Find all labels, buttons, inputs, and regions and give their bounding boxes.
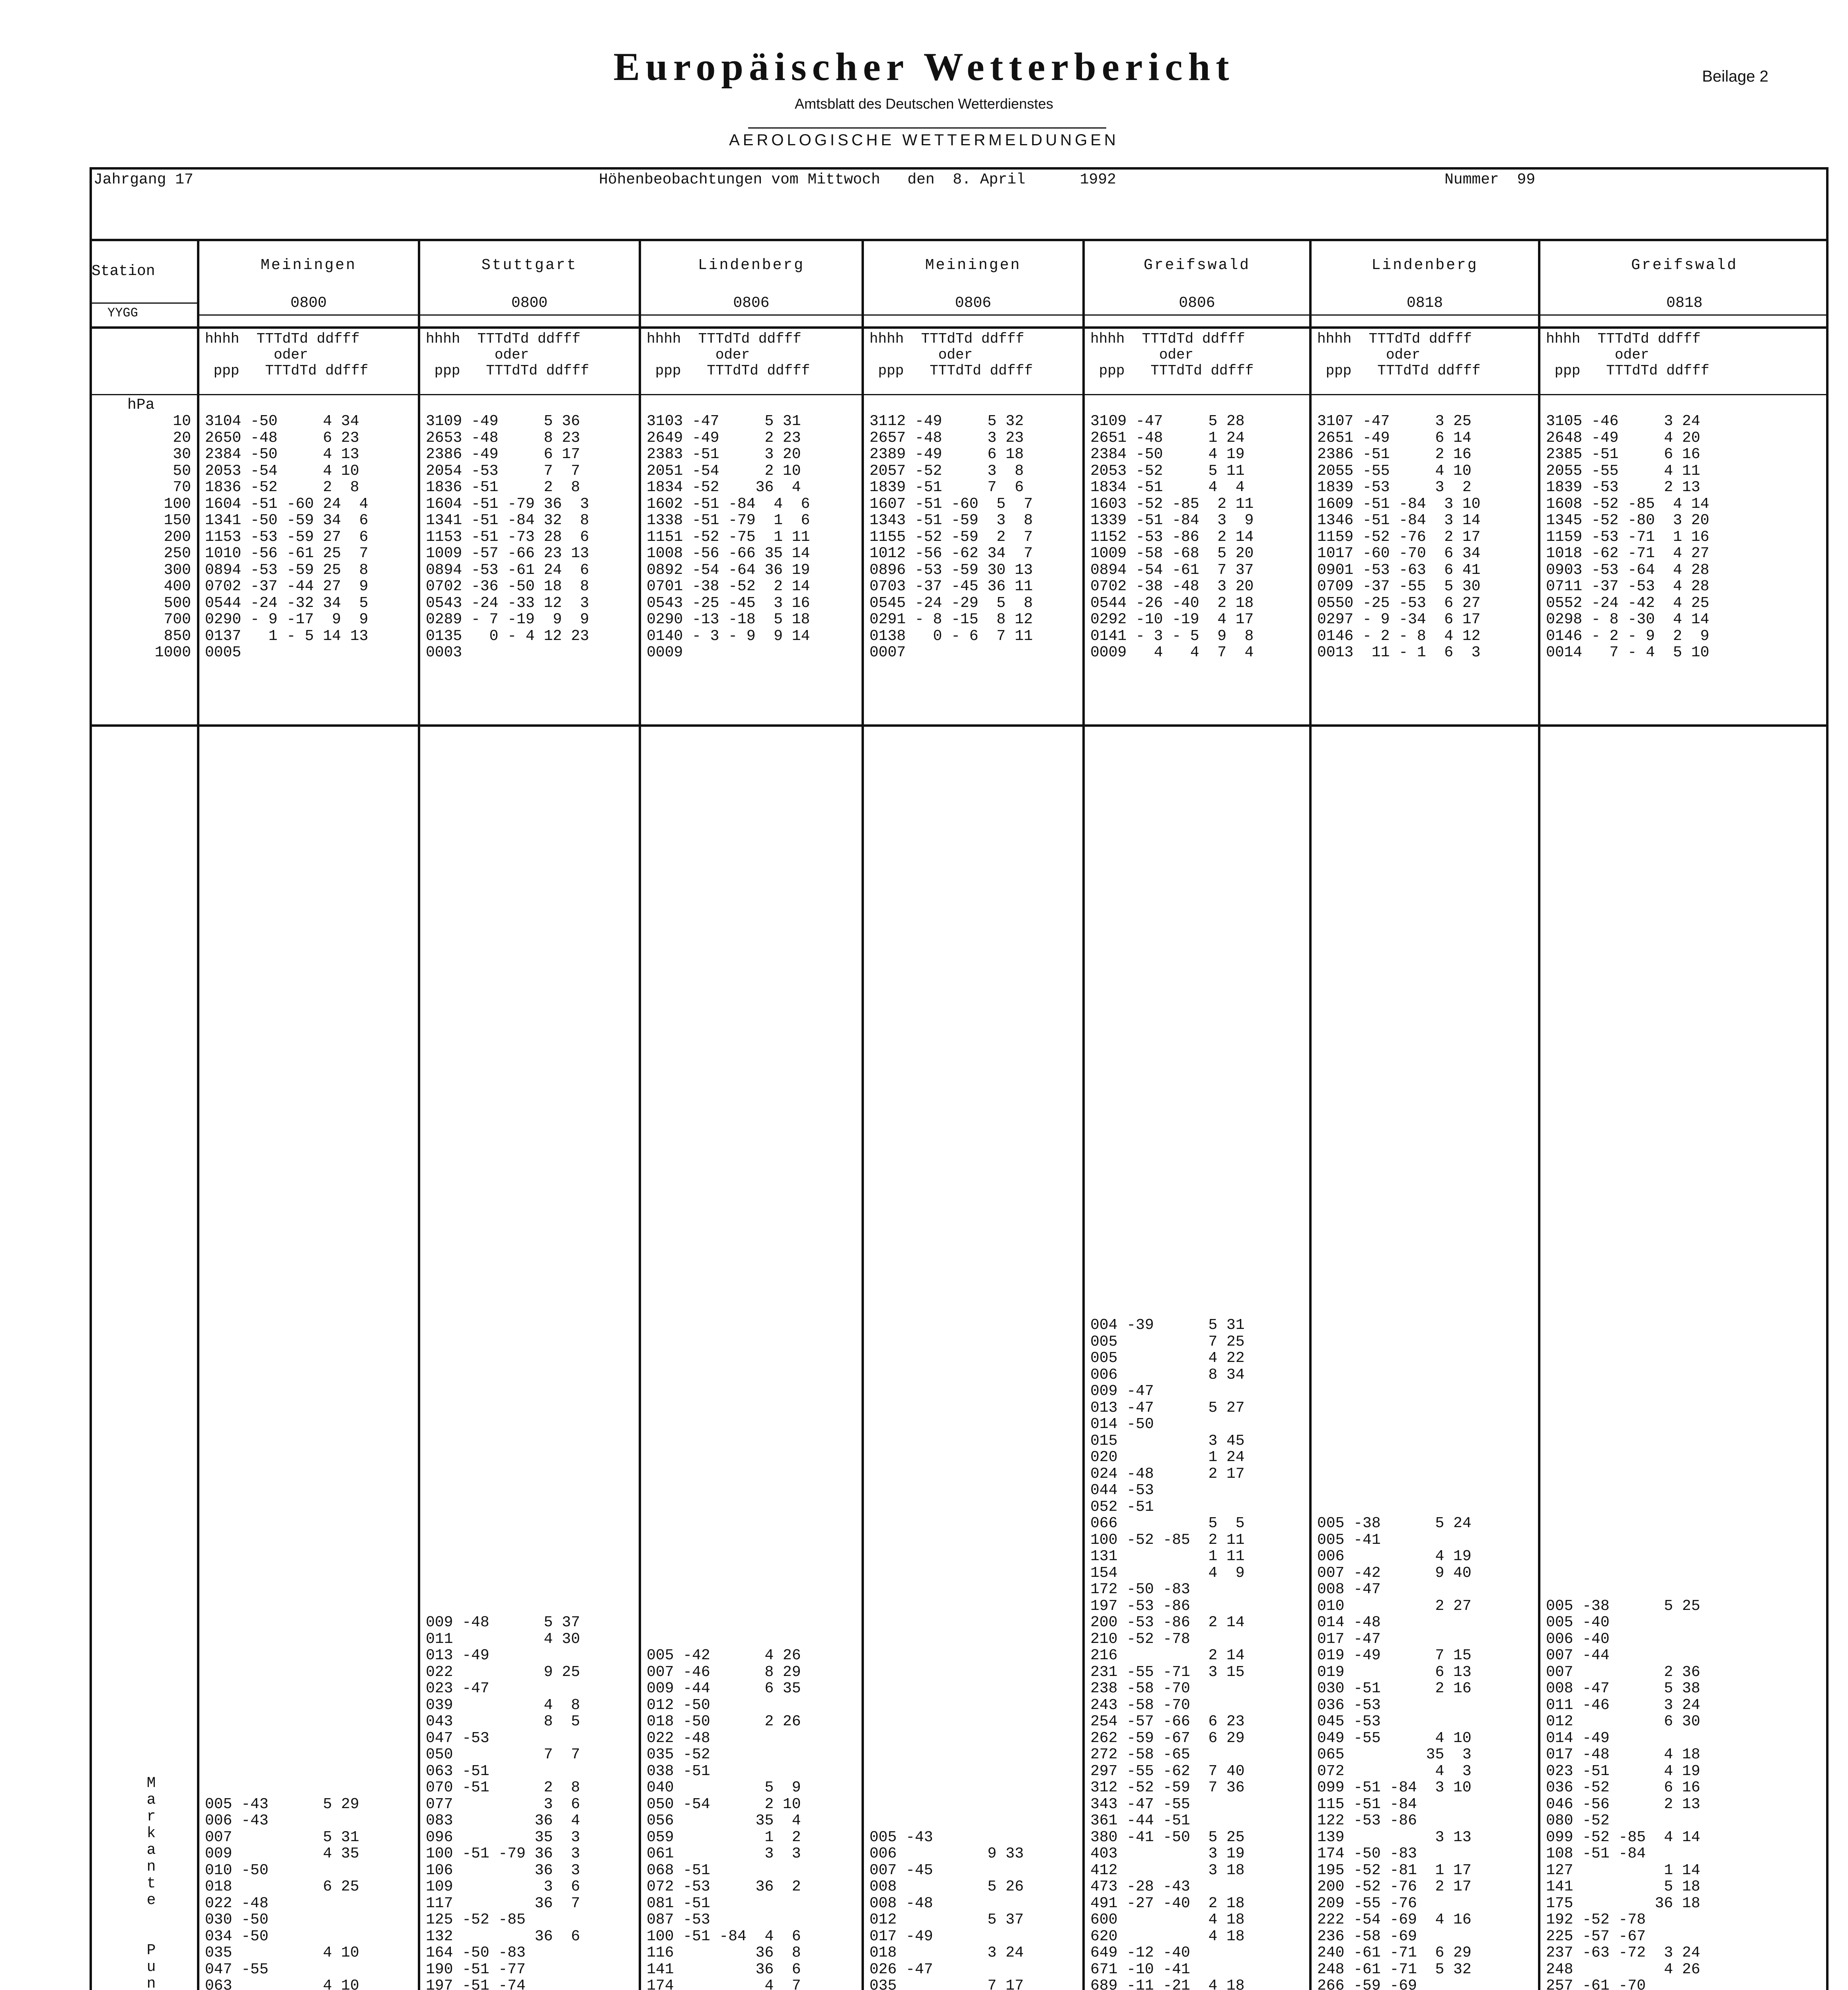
rule-station-time <box>199 314 418 316</box>
section-title: AEROLOGISCHE WETTERMELDUNGEN <box>729 131 1119 149</box>
standard-levels: 3105 -46 3 24 2648 -49 4 20 2385 -51 6 16 2055 -55 4 11 1839 -53 2 13 1608 -52 -85 4 14 1345 -52 -80 3 20 1159 -53 -71 1 16 1018 -62 -71 4 27 0903 -53 -64 4 28 0711 -37 -53 4 28 0552 -24 -42 4 25 0298 - 8 -30 4 14 0146 - 2 - 9 2 9 0014 7 - 4 5 10 <box>1546 413 1710 661</box>
rule-under-column-header <box>1312 394 1538 395</box>
standard-levels: 3107 -47 3 25 2651 -49 6 14 2386 -51 2 16 2055 -55 4 10 1839 -53 3 2 1609 -51 -84 3 10 1346 -51 -84 3 14 1159 -52 -76 2 17 1017 -60 -70 6 34 0901 -53 -63 6 41 0709 -37 -55 5 30 0550 -25 -53 6 27 0297 - 9 -34 6 17 0146 - 2 - 8 4 12 0013 11 - 1 6 3 <box>1317 413 1481 661</box>
markante-punkte-data: 005 -38 5 24 005 -41 006 4 19 007 -42 9 40 008 -47 010 2 27 014 -48 017 -47 019 -49 7 15 019 6 13 030 -51 2 16 036 -53 045 -53 049 -55 4 10 065 35 3 072 4 3 099 -51 -84 3 10 115 -51 -84 122 -53 -86 139 3 13 174 -50 -83 195 -52 -81 1 17 200 -52 -76 2 17 209 -55 -76 222 -54 -69 4 16 236 -58 -69 240 -61 -71 6 29 248 -61 -71 5 32 266 -59 -69 <box>1317 1515 1472 1990</box>
station-time: 0806 <box>1179 295 1215 312</box>
rule-under-column-header <box>420 394 639 395</box>
rule-station-time <box>1085 314 1309 316</box>
column-header: hhhh TTTdTd ddfff oder ppp TTTdTd ddfff <box>1090 331 1254 379</box>
standard-levels: 3109 -49 5 36 2653 -48 8 23 2386 -49 6 17 2054 -53 7 7 1836 -51 2 8 1604 -51 -79 36 3 1341 -51 -84 32 8 1153 -51 -73 28 6 1009 -57 -66 23 13 0894 -53 -61 24 6 0702 -36 -50 18 8 0543 -24 -33 12 3 0289 - 7 -19 9 9 0135 0 - 4 12 23 0003 <box>426 413 589 661</box>
rule-under-header <box>90 326 1829 329</box>
rule-station-time <box>1312 314 1538 316</box>
observation-date: Höhenbeobachtungen vom Mittwoch den 8. April 1992 <box>599 171 1116 188</box>
rule-hpa-label <box>90 394 197 395</box>
rule-top <box>90 239 1829 241</box>
station-time: 0818 <box>1406 295 1443 312</box>
station-name: Stuttgart <box>481 257 578 274</box>
col-sep-1 <box>418 239 420 1990</box>
column-header: hhhh TTTdTd ddfff oder ppp TTTdTd ddfff <box>1546 331 1710 379</box>
jahrgang: Jahrgang 17 <box>94 171 193 188</box>
rule-station-time <box>420 314 639 316</box>
station-time: 0800 <box>290 295 327 312</box>
markante-punkte-data: 005 -43 5 29 006 -43 007 5 31 009 4 35 010 -50 018 6 25 022 -48 030 -50 034 -50 035 4 10 047 -55 063 4 10 <box>205 1795 359 1990</box>
station-time: 0806 <box>733 295 770 312</box>
col-sep-0 <box>197 239 199 1990</box>
label-hpa: hPa <box>127 396 155 414</box>
column-header: hhhh TTTdTd ddfff oder ppp TTTdTd ddfff <box>1317 331 1481 379</box>
standard-levels: 3109 -47 5 28 2651 -48 1 24 2384 -50 4 19 2053 -52 5 11 1834 -51 4 4 1603 -52 -85 2 11 1339 -51 -84 3 9 1152 -53 -86 2 14 1009 -58 -68 5 20 0894 -54 -61 7 37 0702 -38 -48 3 20 0544 -26 -40 2 18 0292 -10 -19 4 17 0141 - 3 - 5 9 8 0009 4 4 7 4 <box>1090 413 1254 661</box>
standard-levels: 3112 -49 5 32 2657 -48 3 23 2389 -49 6 18 2057 -52 3 8 1839 -51 7 6 1607 -51 -60 5 7 1343 -51 -59 3 8 1155 -52 -59 2 7 1012 -56 -62 34 7 0896 -53 -59 30 13 0703 -37 -45 36 11 0545 -24 -29 5 8 0291 - 8 -15 8 12 0138 0 - 6 7 11 0007 <box>869 413 1033 661</box>
column-header: hhhh TTTdTd ddfff oder ppp TTTdTd ddfff <box>869 331 1033 379</box>
markante-punkte-data: 004 -39 5 31 005 7 25 005 4 22 006 8 34 009 -47 013 -47 5 27 014 -50 015 3 45 020 1 24 024 -48 2 17 044 -53 052 -51 066 5 5 100 -52 -85 2 11 131 1 11 154 4 9 172 -50 -83 197 -53 -86 200 -53 -86 2 14 210 -52 -78 216 2 14 231 -55 -71 3 15 238 -58 -70 243 -58 -70 254 -57 -66 6 23 262 -59 -67 6 29 272 -58 -65 297 -55 -62 7 40 312 -52 -59 7 36 343 -47 -55 361 -44 -51 380 -41 -50 5 25 403 3 19 412 3 18 473 -28 -43 491 -27 -40 2 18 600 4 18 620 4 18 649 -12 -40 671 -10 -41 689 -11 -21 4 18 <box>1090 1317 1245 1990</box>
report-title: Europäischer Wetterbericht <box>613 45 1235 89</box>
rule-under-standard <box>90 724 1829 727</box>
label-station: Station <box>92 263 155 280</box>
station-name: Lindenberg <box>698 257 805 274</box>
station-time: 0818 <box>1666 295 1703 312</box>
rule-under-column-header <box>199 394 418 395</box>
markante-punkte-data: 005 -38 5 25 005 -40 006 -40 007 -44 007 2 36 008 -47 5 38 011 -46 3 24 012 6 30 014 -49 017 -48 4 18 023 -51 4 19 036 -52 6 16 046 -56 2 13 080 -52 099 -52 -85 4 14 108 -51 -84 127 1 14 141 5 18 175 36 18 192 -52 -78 225 -57 -67 237 -63 -72 3 24 248 4 26 257 -61 -70 <box>1546 1597 1700 1990</box>
station-name: Greifswald <box>1143 257 1251 274</box>
column-header: hhhh TTTdTd ddfff oder ppp TTTdTd ddfff <box>647 331 810 379</box>
rule-under-column-header <box>1540 394 1829 395</box>
station-time: 0800 <box>511 295 548 312</box>
col-sep-4 <box>1082 239 1085 1990</box>
markante-punkte-data: 005 -43 006 9 33 007 -45 008 5 26 008 -48 012 5 37 017 -49 018 3 24 026 -47 035 7 17 <box>869 1828 1024 1990</box>
station-name: Meiningen <box>925 257 1021 274</box>
standard-levels: 3103 -47 5 31 2649 -49 2 23 2383 -51 3 20 2051 -54 2 10 1834 -52 36 4 1602 -51 -84 4 6 1338 -51 -79 1 6 1151 -52 -75 1 11 1008 -56 -66 35 14 0892 -54 -64 36 19 0701 -38 -52 2 14 0543 -25 -45 3 16 0290 -13 -18 5 18 0140 - 3 - 9 9 14 0009 <box>647 413 810 661</box>
report-number: Nummer 99 <box>1444 171 1536 188</box>
station-name: Lindenberg <box>1371 257 1478 274</box>
label-levels: 10 20 30 50 70 100 150 200 250 300 400 500 700 850 1000 <box>154 413 191 661</box>
column-header: hhhh TTTdTd ddfff oder ppp TTTdTd ddfff <box>426 331 589 379</box>
rule-under-column-header <box>1085 394 1309 395</box>
station-time: 0806 <box>955 295 992 312</box>
rule-station-time <box>864 314 1082 316</box>
report-subtitle: Amtsblatt des Deutschen Wetterdienstes <box>795 96 1053 112</box>
markante-punkte-data: 005 -42 4 26 007 -46 8 29 009 -44 6 35 012 -50 018 -50 2 26 022 -48 035 -52 038 -51 040 5 9 050 -54 2 10 056 35 4 059 1 2 061 3 3 068 -51 072 -53 36 2 081 -51 087 -53 100 -51 -84 4 6 116 36 8 141 36 6 174 4 7 <box>647 1647 801 1990</box>
rule-station-time <box>1540 314 1829 316</box>
station-name: Meiningen <box>260 257 357 274</box>
rule-station-time <box>641 314 862 316</box>
standard-levels: 3104 -50 4 34 2650 -48 6 23 2384 -50 4 13 2053 -54 4 10 1836 -52 2 8 1604 -51 -60 24 4 1341 -50 -59 34 6 1153 -53 -59 27 6 1010 -56 -61 25 7 0894 -53 -59 25 8 0702 -37 -44 27 9 0544 -24 -32 34 5 0290 - 9 -17 9 9 0137 1 - 5 14 13 0005 <box>205 413 368 661</box>
rule-under-column-header <box>864 394 1082 395</box>
col-sep-5 <box>1309 239 1312 1990</box>
rule-station-label <box>90 302 197 304</box>
column-header: hhhh TTTdTd ddfff oder ppp TTTdTd ddfff <box>205 331 368 379</box>
supplement-label: Beilage 2 <box>1702 68 1768 85</box>
col-sep-2 <box>639 239 641 1990</box>
station-name: Greifswald <box>1631 257 1738 274</box>
rule-under-column-header <box>641 394 862 395</box>
col-sep-6 <box>1538 239 1540 1990</box>
markante-punkte-data: 009 -48 5 37 011 4 30 013 -49 022 9 25 023 -47 039 4 8 043 8 5 047 -53 050 7 7 063 -51 070 -51 2 8 077 3 6 083 36 4 096 35 3 100 -51 -79 36 3 106 36 3 109 3 6 117 36 7 125 -52 -85 132 36 6 164 -50 -83 190 -51 -77 197 -51 -74 <box>426 1614 580 1990</box>
label-yygg: YYGG <box>107 306 138 320</box>
col-sep-3 <box>862 239 864 1990</box>
label-markante-punkte: M a r k a n t e P u n <box>146 1775 156 1990</box>
header-divider <box>748 127 1106 129</box>
